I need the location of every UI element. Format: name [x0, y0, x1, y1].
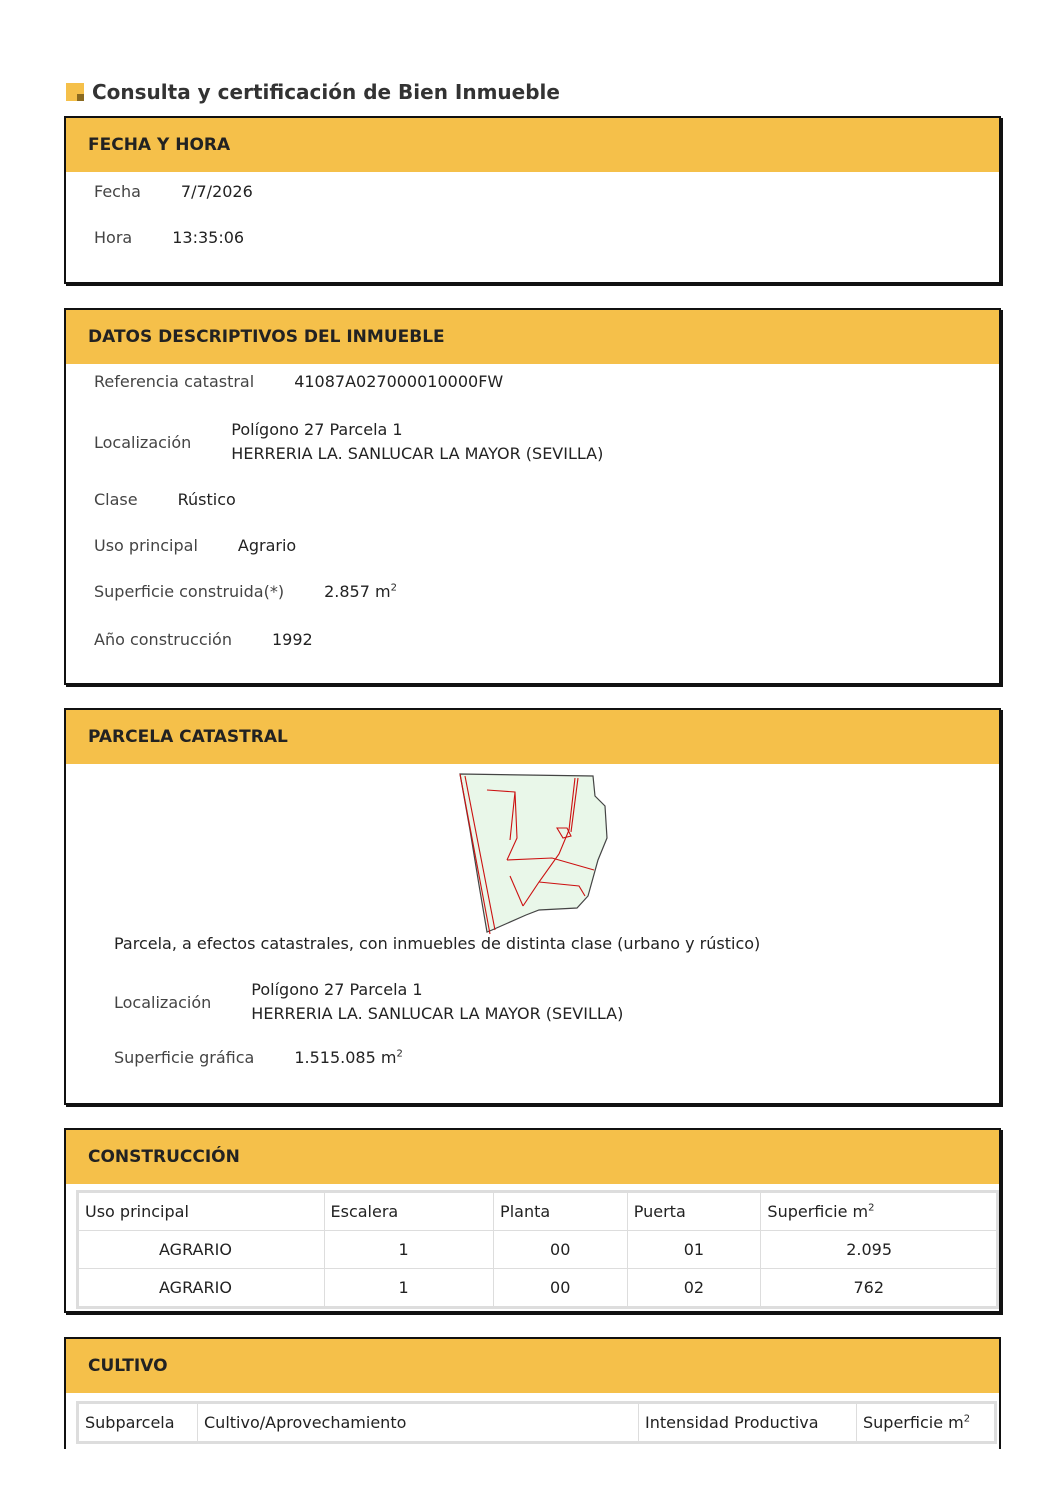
localizacion-line1: Polígono 27 Parcela 1	[231, 420, 403, 439]
parcela-localizacion-label: Localización	[114, 992, 212, 1012]
document-icon	[66, 83, 84, 101]
clase-value: Rústico	[177, 490, 236, 509]
referencia-value: 41087A027000010000FW	[294, 372, 504, 391]
cell-escalera: 1	[324, 1269, 494, 1307]
construccion-header: CONSTRUCCIÓN	[66, 1130, 999, 1184]
table-header-row	[79, 1404, 995, 1442]
table-row	[79, 1231, 997, 1269]
cell-uso: AGRARIO	[79, 1231, 325, 1269]
parcel-outline	[460, 774, 607, 932]
superficie-grafica-value: 1.515.085 $m^2$	[294, 1048, 403, 1067]
datos-panel	[64, 308, 1001, 685]
col-intensidad: Intensidad Productiva	[639, 1404, 857, 1442]
construccion-panel	[64, 1128, 1001, 1313]
referencia-label: Referencia catastral	[94, 372, 255, 391]
cell-uso: AGRARIO	[79, 1269, 325, 1307]
col-superficie: Superficie $m^2$	[761, 1193, 997, 1231]
clase-label: Clase	[94, 490, 138, 509]
cell-superficie: 762	[761, 1269, 997, 1307]
cultivo-panel	[64, 1337, 1001, 1449]
col-subparcela: Subparcela	[79, 1404, 198, 1442]
parcela-panel	[64, 708, 1001, 1105]
anio-label: Año construcción	[94, 630, 232, 649]
page-title	[66, 78, 560, 106]
cell-planta: 00	[494, 1231, 628, 1269]
superficie-construida-value: 2.857 $m^2$	[324, 582, 397, 601]
col-superficie: Superficie $m^2$	[857, 1404, 995, 1442]
fecha-value: 7/7/2026	[180, 182, 253, 201]
col-puerta: Puerta	[627, 1193, 761, 1231]
parcela-localizacion-line2: HERRERIA LA. SANLUCAR LA MAYOR (SEVILLA)	[251, 1004, 624, 1023]
cultivo-table	[78, 1403, 995, 1442]
col-cultivo: Cultivo/Aprovechamiento	[198, 1404, 639, 1442]
parcela-note: Parcela, a efectos catastrales, con inmuebles de distinta clase (urbano y rústico)	[114, 934, 761, 953]
fecha-hora-panel	[64, 116, 1001, 284]
cell-planta: 00	[494, 1269, 628, 1307]
superficie-grafica-label: Superficie gráfica	[114, 1048, 255, 1067]
anio-value: 1992	[271, 630, 313, 649]
col-planta: Planta	[494, 1193, 628, 1231]
fecha-hora-header: FECHA Y HORA	[66, 118, 999, 172]
uso-label: Uso principal	[94, 536, 198, 555]
uso-value: Agrario	[237, 536, 297, 555]
localizacion-line2: HERRERIA LA. SANLUCAR LA MAYOR (SEVILLA)	[231, 444, 604, 463]
cell-superficie: 2.095	[761, 1231, 997, 1269]
parcel-map	[457, 770, 617, 940]
cell-puerta: 01	[627, 1231, 761, 1269]
superficie-construida-label: Superficie construida(*)	[94, 582, 285, 601]
cell-puerta: 02	[627, 1269, 761, 1307]
construccion-table	[78, 1192, 997, 1307]
datos-header: DATOS DESCRIPTIVOS DEL INMUEBLE	[66, 310, 999, 364]
hora-value: 13:35:06	[172, 228, 245, 247]
parcela-localizacion-line1: Polígono 27 Parcela 1	[251, 980, 423, 999]
localizacion-label: Localización	[94, 432, 192, 452]
cultivo-table-wrap	[76, 1401, 997, 1444]
fecha-label: Fecha	[94, 182, 141, 201]
page-title-text: Consulta y certificación de Bien Inmueble	[92, 80, 560, 104]
parcela-header: PARCELA CATASTRAL	[66, 710, 999, 764]
col-uso: Uso principal	[79, 1193, 325, 1231]
hora-label: Hora	[94, 228, 133, 247]
cultivo-header: CULTIVO	[66, 1339, 999, 1393]
cell-escalera: 1	[324, 1231, 494, 1269]
construccion-table-wrap	[76, 1190, 999, 1309]
col-escalera: Escalera	[324, 1193, 494, 1231]
table-header-row	[79, 1193, 997, 1231]
table-row	[79, 1269, 997, 1307]
